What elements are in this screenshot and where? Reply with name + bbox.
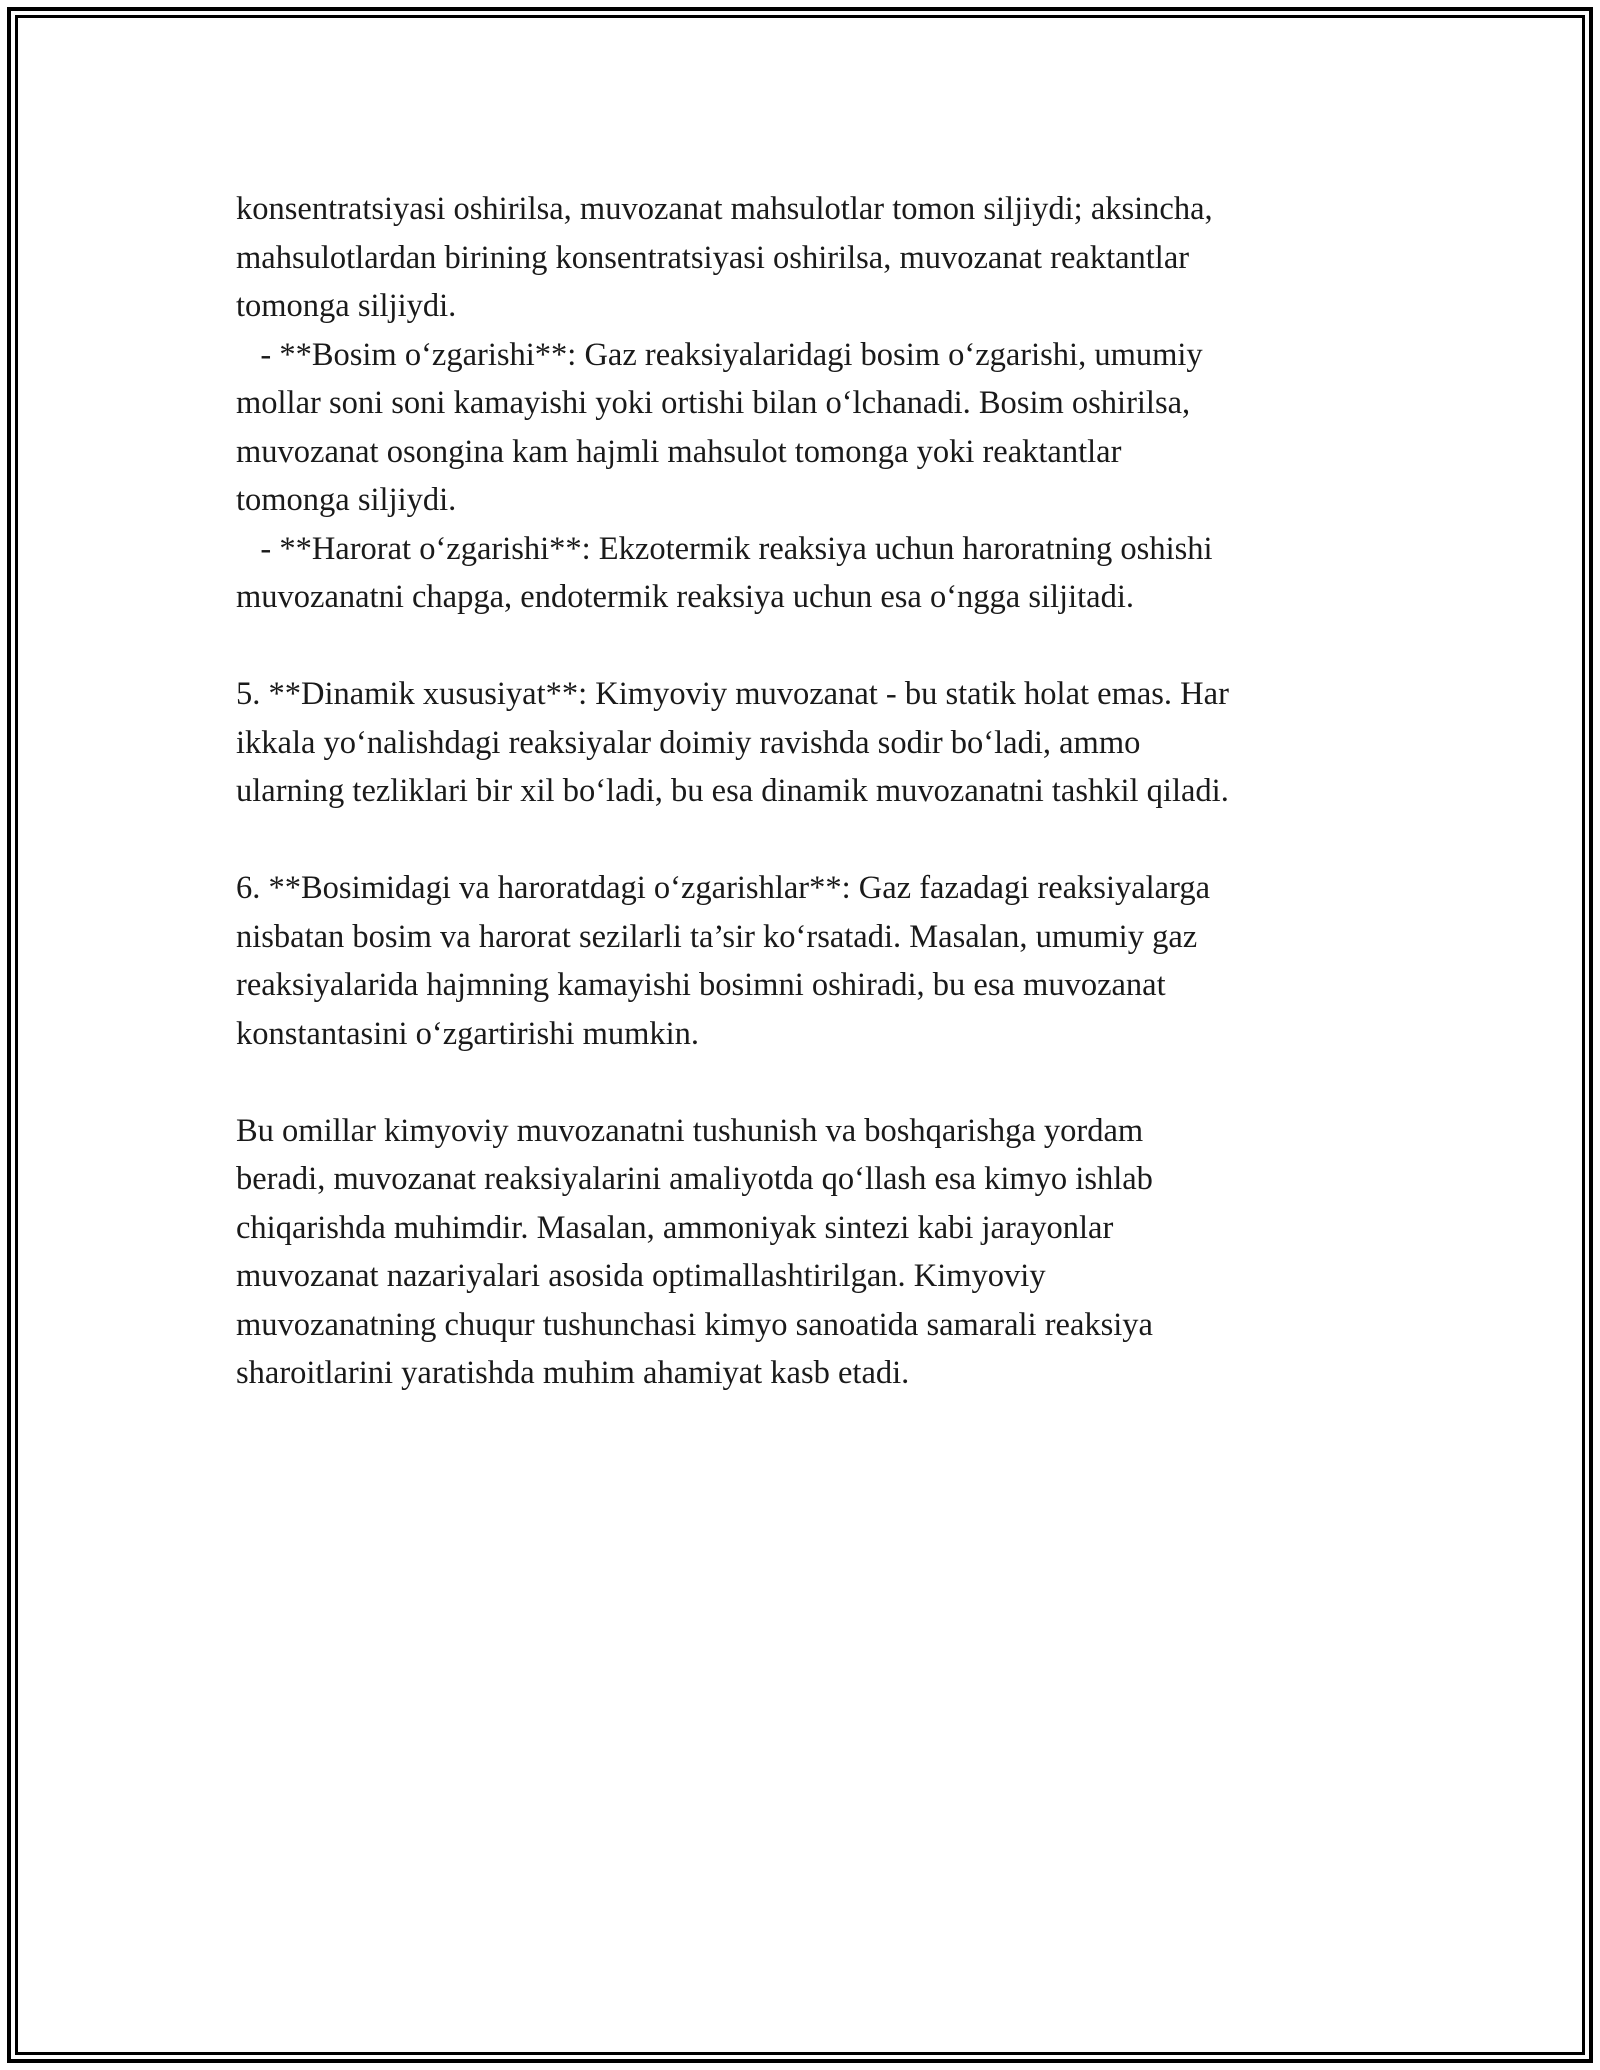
paragraph-gap (236, 622, 1376, 671)
text-line: mollar soni soni kamayishi yoki ortishi bilan o‘lchanadi. Bosim oshirilsa, (236, 385, 1191, 421)
text-line: konsentratsiyasi oshirilsa, muvozanat mahsulotlar tomon siljiydi; aksincha, (236, 191, 1213, 227)
text-line: Bu omillar kimyoviy muvozanatni tushunish va boshqarishga yordam (236, 1112, 1144, 1149)
paragraph-gap (236, 1058, 1376, 1107)
document-body (236, 185, 1376, 1398)
paragraph-conclusion (236, 1107, 1376, 1398)
text-line: 6. **Bosimidagi va haroratdagi o‘zgarishlar**: Gaz fazadagi reaksiyalarga (236, 870, 1211, 906)
text-line: sharoitlarini yaratishda muhim ahamiyat kasb etadi. (236, 1355, 910, 1391)
text-line: chiqarishda muhimdir. Masalan, ammoniyak sintezi kabi jarayonlar (236, 1209, 1114, 1246)
paragraph-equilibrium-factors (236, 185, 1376, 622)
text-line: ularning tezliklari bir xil bo‘ladi, bu esa dinamik muvozanatni tashkil qiladi. (236, 773, 1229, 809)
text-line: muvozanatni chapga, endotermik reaksiya uchun esa o‘ngga siljitadi. (236, 579, 1134, 615)
text-line: tomonga siljiydi. (236, 288, 457, 324)
text-line: muvozanat osongina kam hajmli mahsulot tomonga yoki reaktantlar (236, 433, 1122, 470)
text-line: beradi, muvozanat reaksiyalarini amaliyotda qo‘llash esa kimyo ishlab (236, 1161, 1153, 1197)
text-line: mahsulotlardan birining konsentratsiyasi oshirilsa, muvozanat reaktantlar (236, 239, 1190, 276)
paragraph-gap (236, 816, 1376, 865)
text-line: reaksiyalarida hajmning kamayishi bosimni oshiradi, bu esa muvozanat (236, 967, 1166, 1003)
text-line: muvozanat nazariyalari asosida optimallashtirilgan. Kimyoviy (236, 1258, 1046, 1294)
paragraph-pressure-temperature (236, 864, 1376, 1058)
text-line: ikkala yo‘nalishdagi reaksiyalar doimiy ravishda sodir bo‘ladi, ammo (236, 724, 1141, 761)
text-line: 5. **Dinamik xususiyat**: Kimyoviy muvozanat - bu statik holat emas. Har (236, 676, 1229, 712)
text-line: muvozanatning chuqur tushunchasi kimyo sanoatida samarali reaksiya (236, 1306, 1153, 1343)
text-line: - **Harorat o‘zgarishi**: Ekzotermik reaksiya uchun haroratning oshishi (236, 530, 1213, 567)
paragraph-dynamic-property (236, 670, 1376, 816)
text-line: tomonga siljiydi. (236, 482, 457, 518)
text-line: nisbatan bosim va harorat sezilarli ta’sir ko‘rsatadi. Masalan, umumiy gaz (236, 918, 1198, 955)
text-line: konstantasini o‘zgartirishi mumkin. (236, 1015, 700, 1052)
text-line: - **Bosim o‘zgarishi**: Gaz reaksiyalaridagi bosim o‘zgarishi, umumiy (236, 336, 1203, 373)
